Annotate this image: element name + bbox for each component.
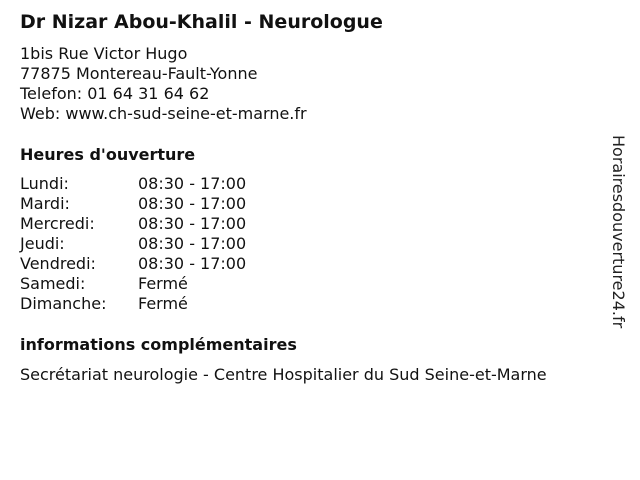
day-label: Samedi: [20, 274, 86, 293]
site-watermark: Horairesdouverture24.fr [609, 135, 628, 329]
time-value: 08:30 - 17:00 [138, 254, 247, 273]
time-value: 08:30 - 17:00 [138, 234, 247, 253]
time-value: 08:30 - 17:00 [138, 194, 247, 213]
info-heading: informations complémentaires [20, 335, 297, 354]
time-value: Fermé [138, 274, 188, 293]
day-label: Dimanche: [20, 294, 107, 313]
hours-heading: Heures d'ouverture [20, 145, 196, 164]
address-street: 1bis Rue Victor Hugo [20, 44, 188, 63]
address-phone: Telefon: 01 64 31 64 62 [20, 84, 210, 103]
time-value: 08:30 - 17:00 [138, 214, 247, 233]
address-city: 77875 Montereau-Fault-Yonne [20, 64, 258, 83]
day-label: Jeudi: [20, 234, 65, 253]
day-label: Vendredi: [20, 254, 96, 273]
address-web: Web: www.ch-sud-seine-et-marne.fr [20, 104, 307, 123]
day-label: Lundi: [20, 174, 69, 193]
time-value: 08:30 - 17:00 [138, 174, 247, 193]
time-value: Fermé [138, 294, 188, 313]
info-text: Secrétariat neurologie - Centre Hospitalier du Sud Seine-et-Marne [20, 365, 547, 384]
page-title: Dr Nizar Abou-Khalil - Neurologue [20, 11, 383, 33]
day-label: Mardi: [20, 194, 70, 213]
day-label: Mercredi: [20, 214, 95, 233]
address-block [20, 44, 307, 124]
